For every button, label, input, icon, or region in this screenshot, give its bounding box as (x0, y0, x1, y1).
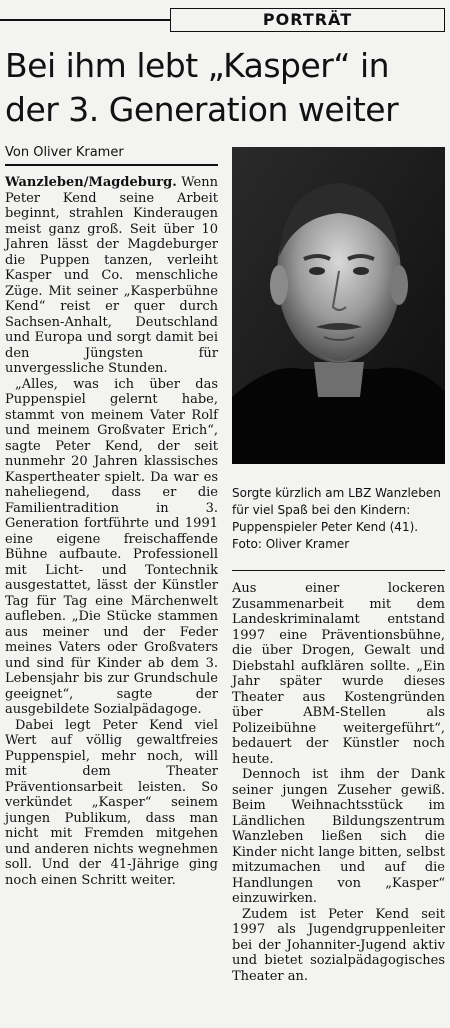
article-paragraph: Zudem ist Peter Kend seit 1997 als Jugendgruppenleiter bei der Johanniter-Jugend aktiv und bietet sozialpädagogisches Theater an. (232, 906, 445, 984)
article-paragraph: „Alles, was ich über das Puppenspiel gelernt habe, stammt von meinem Vater Rolf und meinem Großvater Erich“, sagte Peter Kend, der seit nunmehr 20 Jahren klassisches Kaspertheater spielt. Da war es naheliegend, dass er die Familientradition in 3. Generation fortführte und 1991 eine eigene freischaffende Bühne aufbaute. Professionell mit Licht- und Tontechnik ausgestattet, lässt der Künstler Tag für Tag eine Märchenwelt aufleben. „Die Stücke stammen aus meiner und der Feder meines Vaters oder Großvaters und sind für Kinder ab dem 3. Lebensjahr bis zur Grundschule geeignet“, sagte der ausgebildete Sozialpädagoge. (5, 376, 218, 717)
headline: Bei ihm lebt „Kasper“ in der 3. Generation weiter (5, 46, 399, 129)
dateline: Wanzleben/Magdeburg. (5, 175, 177, 190)
byline-rule (5, 164, 218, 166)
paragraph-text: Wenn Peter Kend seine Arbeit beginnt, strahlen Kinderaugen meist ganz groß. Seit über 10 Jahren lässt der Magdeburger die Puppen tanzen, verleiht Kasper und Co. menschliche Züge. Mit seiner „Kasperbühne Kend“ reist er quer durch Sachsen-Anhalt, Deutschland und Europa und sorgt damit bei den Jüngsten für unvergessliche Stunden. (5, 175, 218, 376)
caption-rule (232, 570, 445, 571)
article-paragraph (5, 175, 218, 377)
section-kicker: PORTRÄT (170, 8, 445, 32)
article-column-left (5, 175, 218, 888)
article-paragraph: Dennoch ist ihm der Dank seiner jungen Zuseher gewiß. Beim Weihnachtsstück im Ländlichen Bildungszentrum Wanzleben ließen sich die Kinder nicht lange bitten, selbst mitzumachen und auf die Handlungen von „Kasper“ einzuwirken. (232, 767, 445, 906)
article-paragraph: Aus einer lockeren Zusammenarbeit mit dem Landeskriminalamt entstand 1997 eine Präventionsbühne, die über Drogen, Gewalt und Diebstahl aufklären sollte. „Ein Jahr später wurde dieses Theater aus Kostengründen über ABM-Stellen als Polizeibühne weitergeführt“, bedauert der Künstler noch heute. (232, 581, 445, 767)
kicker-rule (0, 19, 170, 21)
article-paragraph: Dabei legt Peter Kend viel Wert auf völlig gewaltfreies Puppenspiel, mehr noch, will mit dem Theater Präventionsarbeit leisten. So verkündet „Kasper“ seinem jungen Publikum, dass man nicht mit Fremden mitgehen und anderen nichts wegnehmen soll. Und der 41-Jährige ging noch einen Schritt weiter. (5, 717, 218, 888)
byline: Von Oliver Kramer (5, 145, 124, 160)
portrait-illustration (232, 147, 445, 464)
portrait-photo (232, 147, 445, 464)
photo-caption: Sorgte kürzlich am LBZ Wanzleben für viel Spaß bei den Kindern: Puppenspieler Peter Kend (41). Foto: Oliver Kramer (232, 486, 441, 551)
article-column-right (232, 581, 445, 984)
